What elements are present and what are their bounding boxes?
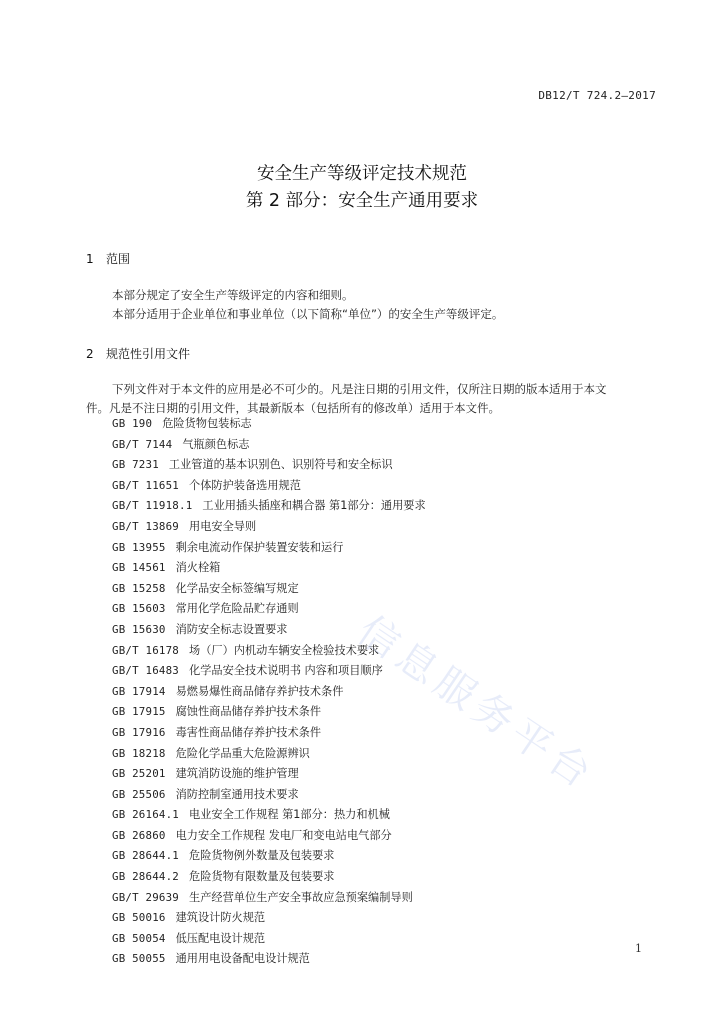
reference-item	[112, 888, 426, 909]
reference-code: GB 190	[112, 417, 153, 430]
reference-title: 通用用电设备配电设计规范	[175, 952, 310, 966]
reference-code: GB 26164.1	[112, 808, 180, 822]
reference-title: 剩余电流动作保护装置安装和运行	[175, 540, 344, 554]
reference-title: 建筑消防设施的维护管理	[175, 767, 299, 781]
reference-code: GB/T 11918.1	[112, 499, 193, 513]
reference-code: GB 25201	[112, 767, 166, 781]
document-title: 安全生产等级评定技术规范	[257, 164, 467, 184]
reference-title: 生产经营单位生产安全事故应急预案编制导则	[189, 890, 413, 904]
reference-item	[112, 455, 426, 476]
section-1-number: 1	[86, 252, 94, 266]
reference-item	[112, 929, 426, 950]
reference-item	[112, 517, 426, 538]
reference-title: 用电安全导则	[189, 519, 257, 533]
reference-title: 消防控制室通用技术要求	[175, 787, 299, 801]
reference-title: 危险货物包装标志	[162, 417, 252, 430]
reference-item	[112, 620, 426, 641]
section-2-heading	[86, 345, 190, 362]
reference-item	[112, 785, 426, 806]
reference-item	[112, 702, 426, 723]
reference-title: 建筑设计防火规范	[175, 911, 266, 925]
reference-title: 消火栓箱	[175, 561, 221, 575]
reference-code: GB 50055	[112, 952, 166, 966]
document-code: DB12/T 724.2—2017	[538, 89, 656, 102]
reference-title: 电业安全工作规程 第1部分：热力和机械	[189, 808, 390, 822]
reference-code: GB 13955	[112, 540, 166, 554]
reference-title: 工业管道的基本识别色、识别符号和安全标识	[168, 458, 393, 472]
watermark	[349, 600, 700, 840]
reference-code: GB 14561	[112, 561, 166, 575]
reference-item	[112, 496, 426, 517]
reference-item	[112, 867, 426, 888]
reference-title: 危险货物例外数量及包装要求	[189, 849, 335, 863]
reference-code: GB/T 11651	[112, 478, 180, 492]
reference-code: GB/T 16178	[112, 643, 180, 657]
reference-item	[112, 599, 426, 620]
reference-title: 化学品安全标签编写规定	[175, 581, 299, 595]
reference-list	[112, 414, 426, 970]
reference-title: 危险化学品重大危险源辨识	[175, 746, 310, 760]
reference-item	[112, 661, 426, 682]
reference-code: GB 18218	[112, 746, 166, 760]
reference-title: 化学品安全技术说明书 内容和项目顺序	[189, 664, 383, 678]
reference-item	[112, 641, 426, 662]
reference-code: GB 28644.1	[112, 849, 180, 863]
section-1-paragraph: 本部分规定了安全生产等级评定的内容和细则。	[112, 288, 354, 302]
reference-code: GB 28644.2	[112, 870, 180, 884]
reference-title: 电力安全工作规程 发电厂和变电站电气部分	[175, 828, 392, 842]
reference-code: GB 15603	[112, 602, 166, 616]
reference-code: GB/T 7144	[112, 437, 173, 451]
reference-item	[112, 476, 426, 497]
reference-title: 腐蚀性商品储存养护技术条件	[175, 705, 322, 719]
section-2-title: 规范性引用文件	[106, 347, 191, 361]
reference-title: 危险货物有限数量及包装要求	[189, 870, 335, 884]
reference-item	[112, 764, 426, 785]
reference-item	[112, 414, 426, 435]
reference-code: GB 50016	[112, 911, 166, 925]
reference-title: 低压配电设计规范	[175, 931, 266, 945]
section-1-title: 范围	[106, 252, 131, 266]
reference-code: GB/T 16483	[112, 664, 180, 678]
section-2-intro: 下列文件对于本文件的应用是必不可少的。凡是注日期的引用文件，仅所注日期的版本适用于本文	[112, 382, 607, 396]
reference-code: GB 17916	[112, 725, 166, 739]
reference-item	[112, 744, 426, 765]
reference-code: GB 50054	[112, 931, 166, 945]
watermark-text: 信息服务平台	[349, 607, 604, 800]
reference-code: GB/T 29639	[112, 890, 180, 904]
reference-code: GB 7231	[112, 458, 159, 472]
page-number: 1	[635, 942, 642, 955]
reference-title: 易燃易爆性商品储存养护技术条件	[175, 684, 344, 698]
reference-item	[112, 538, 426, 559]
document-subtitle: 第 2 部分：安全生产通用要求	[245, 191, 479, 211]
reference-code: GB/T 13869	[112, 519, 180, 533]
reference-code: GB 17914	[112, 684, 166, 698]
reference-item	[112, 826, 426, 847]
reference-title: 工业用插头插座和耦合器 第1部分：通用要求	[202, 499, 426, 513]
reference-item	[112, 435, 426, 456]
reference-title: 毒害性商品储存养护技术条件	[175, 725, 322, 739]
reference-code: GB 26860	[112, 828, 166, 842]
reference-title: 个体防护装备选用规范	[189, 478, 301, 492]
reference-item	[112, 949, 426, 970]
reference-item	[112, 682, 426, 703]
reference-code: GB 17915	[112, 705, 166, 719]
reference-title: 气瓶颜色标志	[182, 437, 250, 451]
reference-title: 消防安全标志设置要求	[175, 622, 288, 636]
reference-code: GB 25506	[112, 787, 166, 801]
reference-code: GB 15630	[112, 622, 166, 636]
reference-item	[112, 579, 426, 600]
reference-title: 常用化学危险品贮存通则	[175, 602, 299, 616]
section-1-paragraph: 本部分适用于企业单位和事业单位（以下简称“单位”）的安全生产等级评定。	[112, 307, 504, 321]
reference-title: 场（厂）内机动车辆安全检验技术要求	[189, 643, 380, 657]
reference-item	[112, 805, 426, 826]
reference-item	[112, 558, 426, 579]
section-2-number: 2	[86, 347, 94, 361]
section-1-heading	[86, 250, 130, 267]
section-2-intro-continued: 件。凡是不注日期的引用文件，其最新版本（包括所有的修改单）适用于本文件。	[86, 401, 500, 415]
reference-item	[112, 846, 426, 867]
reference-code: GB 15258	[112, 581, 166, 595]
reference-item	[112, 908, 426, 929]
reference-item	[112, 723, 426, 744]
